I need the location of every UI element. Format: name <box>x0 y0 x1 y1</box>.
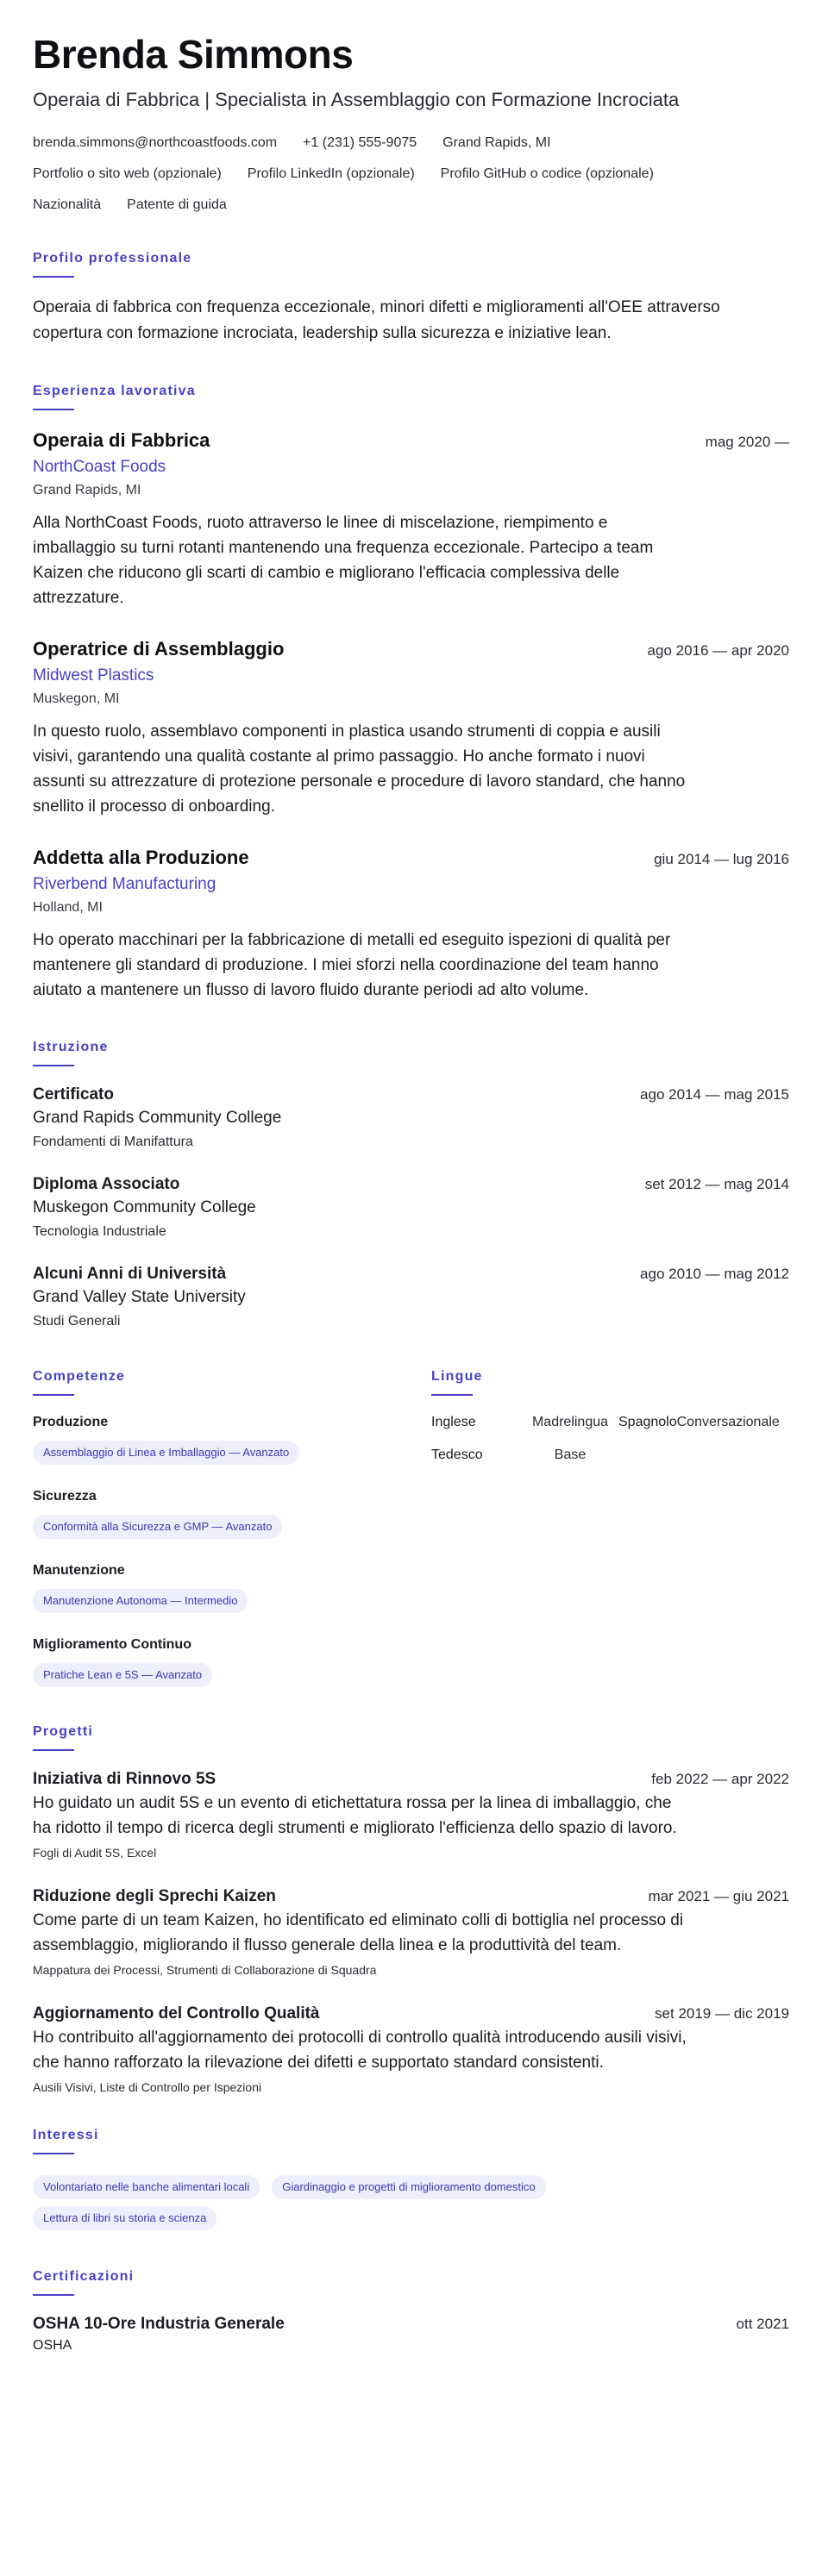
education-dates: ago 2010 — mag 2012 <box>640 1266 789 1282</box>
summary-section <box>33 250 789 347</box>
skill-name: Miglioramento Continuo <box>33 1637 191 1652</box>
project-title: Iniziativa di Rinnovo 5S <box>33 1770 216 1788</box>
degree-title: Alcuni Anni di Università <box>33 1265 227 1283</box>
certification-issuer: OSHA <box>33 2338 72 2353</box>
degree-title: Certificato <box>33 1085 114 1104</box>
interest-tag: Lettura di libri su storia e scienza <box>33 2206 216 2230</box>
section-title: Istruzione <box>33 1039 789 1066</box>
project-entry <box>33 2003 789 2096</box>
project-tools: Mappatura dei Processi, Strumenti di Collaborazione di Squadra <box>33 1963 377 1977</box>
job-dates: ago 2016 — apr 2020 <box>647 642 789 659</box>
field-of-study: Tecnologia Industriale <box>33 1224 166 1239</box>
job-dates: giu 2014 — lug 2016 <box>654 851 789 867</box>
section-title: Esperienza lavorativa <box>33 383 789 410</box>
language-name: Inglese <box>431 1415 476 1429</box>
candidate-name: Brenda Simmons <box>33 32 354 77</box>
project-entry <box>33 1885 789 1979</box>
linkedin-link[interactable]: Profilo LinkedIn (opzionale) <box>247 166 415 181</box>
language-row <box>431 1413 789 1432</box>
candidate-headline: Operaia di Fabbrica | Specialista in Assemblaggio con Formazione Incrociata <box>33 89 680 110</box>
skill-name: Sicurezza <box>33 1489 97 1504</box>
job-dates: mag 2020 — <box>705 434 789 450</box>
skill-name: Produzione <box>33 1415 109 1429</box>
project-dates: mar 2021 — giu 2021 <box>648 1888 789 1904</box>
education-entry <box>33 1173 789 1242</box>
github-link[interactable]: Profilo GitHub o codice (opzionale) <box>440 166 654 181</box>
language-row <box>431 1446 789 1465</box>
project-title: Aggiornamento del Controllo Qualità <box>33 2004 320 2023</box>
project-description: Ho guidato un audit 5S e un evento di etichettatura rossa per la linea di imballaggio, che ha ridotto il tempo di ricerca degli strumenti e migliorato l'efficienza dello spazio di lavoro. <box>33 1794 677 1837</box>
education-entry <box>33 1263 789 1332</box>
job-title: Operatrice di Assemblaggio <box>33 638 285 660</box>
languages-column <box>431 1368 789 1710</box>
projects-section <box>33 1723 789 2096</box>
job-location: Muskegon, MI <box>33 691 120 706</box>
school-name: Muskegon Community College <box>33 1198 256 1216</box>
driving-license: Patente di guida <box>127 197 227 212</box>
experience-entry <box>33 845 789 1003</box>
certification-date: ott 2021 <box>736 2316 789 2332</box>
field-of-study: Fondamenti di Manifattura <box>33 1135 193 1149</box>
skill-group <box>33 1487 431 1539</box>
school-name: Grand Valley State University <box>33 1288 246 1306</box>
certification-title: OSHA 10-Ore Industria Generale <box>33 2315 285 2333</box>
project-description: Come parte di un team Kaizen, ho identificato ed eliminato colli di bottiglia nel processo di assemblaggio, migliorando il flusso generale della linea e la produttività del team. <box>33 1911 684 1954</box>
company-name: Riverbend Manufacturing <box>33 875 216 893</box>
skill-group <box>33 1635 431 1687</box>
certifications-section <box>33 2268 789 2356</box>
job-location: Holland, MI <box>33 900 103 915</box>
skill-tag: Conformità alla Sicurezza e GMP — Avanzato <box>33 1515 282 1539</box>
personal-details-row <box>33 197 789 214</box>
project-tools: Fogli di Audit 5S, Excel <box>33 1846 157 1860</box>
skill-group <box>33 1413 431 1465</box>
interest-tags <box>33 2172 688 2230</box>
links-row <box>33 166 789 183</box>
skill-name: Manutenzione <box>33 1563 125 1578</box>
job-title: Operaia di Fabbrica <box>33 429 210 451</box>
project-dates: feb 2022 — apr 2022 <box>651 1771 789 1787</box>
language-level: Madrelingua <box>531 1415 609 1429</box>
language-name: Spagnolo <box>618 1415 677 1429</box>
job-title: Addetta alla Produzione <box>33 847 249 868</box>
experience-entry <box>33 428 789 610</box>
summary-text: Operaia di fabbrica con frequenza eccezionale, minori difetti e miglioramenti all'OEE attraverso copertura con formazione incrociata, leadership sulla sicurezza e iniziative lean. <box>33 298 720 342</box>
degree-title: Diploma Associato <box>33 1175 180 1193</box>
section-title: Interessi <box>33 2127 789 2154</box>
company-name: Midwest Plastics <box>33 666 154 685</box>
education-dates: ago 2014 — mag 2015 <box>640 1086 789 1103</box>
location: Grand Rapids, MI <box>442 135 551 150</box>
project-tools: Ausili Visivi, Liste di Controllo per Ispezioni <box>33 2080 262 2094</box>
project-title: Riduzione degli Sprechi Kaizen <box>33 1887 276 1905</box>
job-description: In questo ruolo, assemblavo componenti in plastica usando strumenti di coppia e ausili visivi, garantendo una qualità costante al primo passaggio. Ho anche formato i nuovi assunti su attrezzature di protezione personale e procedure di lavoro standard, che hanno snellito il processo di onboarding. <box>33 722 686 816</box>
interest-tag: Giardinaggio e progetti di miglioramento domestico <box>272 2175 545 2199</box>
job-location: Grand Rapids, MI <box>33 483 141 497</box>
skill-group <box>33 1561 431 1613</box>
education-section <box>33 1039 789 1332</box>
contact-row <box>33 134 789 152</box>
skill-tag: Pratiche Lean e 5S — Avanzato <box>33 1663 212 1687</box>
certification-entry <box>33 2313 789 2356</box>
education-dates: set 2012 — mag 2014 <box>644 1176 789 1192</box>
language-name: Tedesco <box>431 1447 483 1462</box>
interest-tag: Volontariato nelle banche alimentari locali <box>33 2175 260 2199</box>
skill-tag: Assemblaggio di Linea e Imballaggio — Avanzato <box>33 1441 299 1465</box>
section-title: Profilo professionale <box>33 250 789 278</box>
section-title: Competenze <box>33 1368 431 1396</box>
job-description: Ho operato macchinari per la fabbricazione di metalli ed eseguito ispezioni di qualità per mantenere gli standard di produzione. I miei sforzi nella coordinazione del team hanno aiutato a mantenere un flusso di lavoro fluido durante periodi ad alto volume. <box>33 931 671 999</box>
language-level: Conversazionale <box>676 1415 780 1429</box>
phone-number[interactable]: +1 (231) 555-9075 <box>303 135 417 150</box>
school-name: Grand Rapids Community College <box>33 1109 282 1127</box>
email-link[interactable]: brenda.simmons@northcoastfoods.com <box>33 135 278 150</box>
project-description: Ho contribuito all'aggiornamento dei protocolli di controllo qualità introducendo ausili visivi, che hanno rafforzato la rilevazione dei difetti e supportato standard consistenti. <box>33 2029 687 2072</box>
portfolio-link[interactable]: Portfolio o sito web (opzionale) <box>33 166 222 181</box>
interests-section <box>33 2127 789 2230</box>
resume-header <box>33 31 789 214</box>
field-of-study: Studi Generali <box>33 1314 121 1329</box>
experience-entry <box>33 636 789 819</box>
job-description: Alla NorthCoast Foods, ruoto attraverso le linee di miscelazione, riempimento e imballaggio su turni rotanti mantenendo una frequenza eccezionale. Partecipo a team Kaizen che riducono gli scarti di cambio e migliorano l'efficacia complessiva delle attrezzature. <box>33 514 654 607</box>
project-dates: set 2019 — dic 2019 <box>655 2005 789 2022</box>
skills-column <box>33 1368 431 1710</box>
skills-languages-section <box>33 1368 789 1710</box>
company-name: NorthCoast Foods <box>33 458 166 476</box>
section-title: Lingue <box>431 1368 789 1396</box>
skill-tag: Manutenzione Autonoma — Intermedio <box>33 1589 248 1613</box>
language-level: Base <box>554 1447 587 1462</box>
nationality: Nazionalità <box>33 197 102 212</box>
education-entry <box>33 1084 789 1153</box>
section-title: Progetti <box>33 1723 789 1751</box>
section-title: Certificazioni <box>33 2268 789 2296</box>
project-entry <box>33 1768 789 1861</box>
experience-section <box>33 383 789 1003</box>
